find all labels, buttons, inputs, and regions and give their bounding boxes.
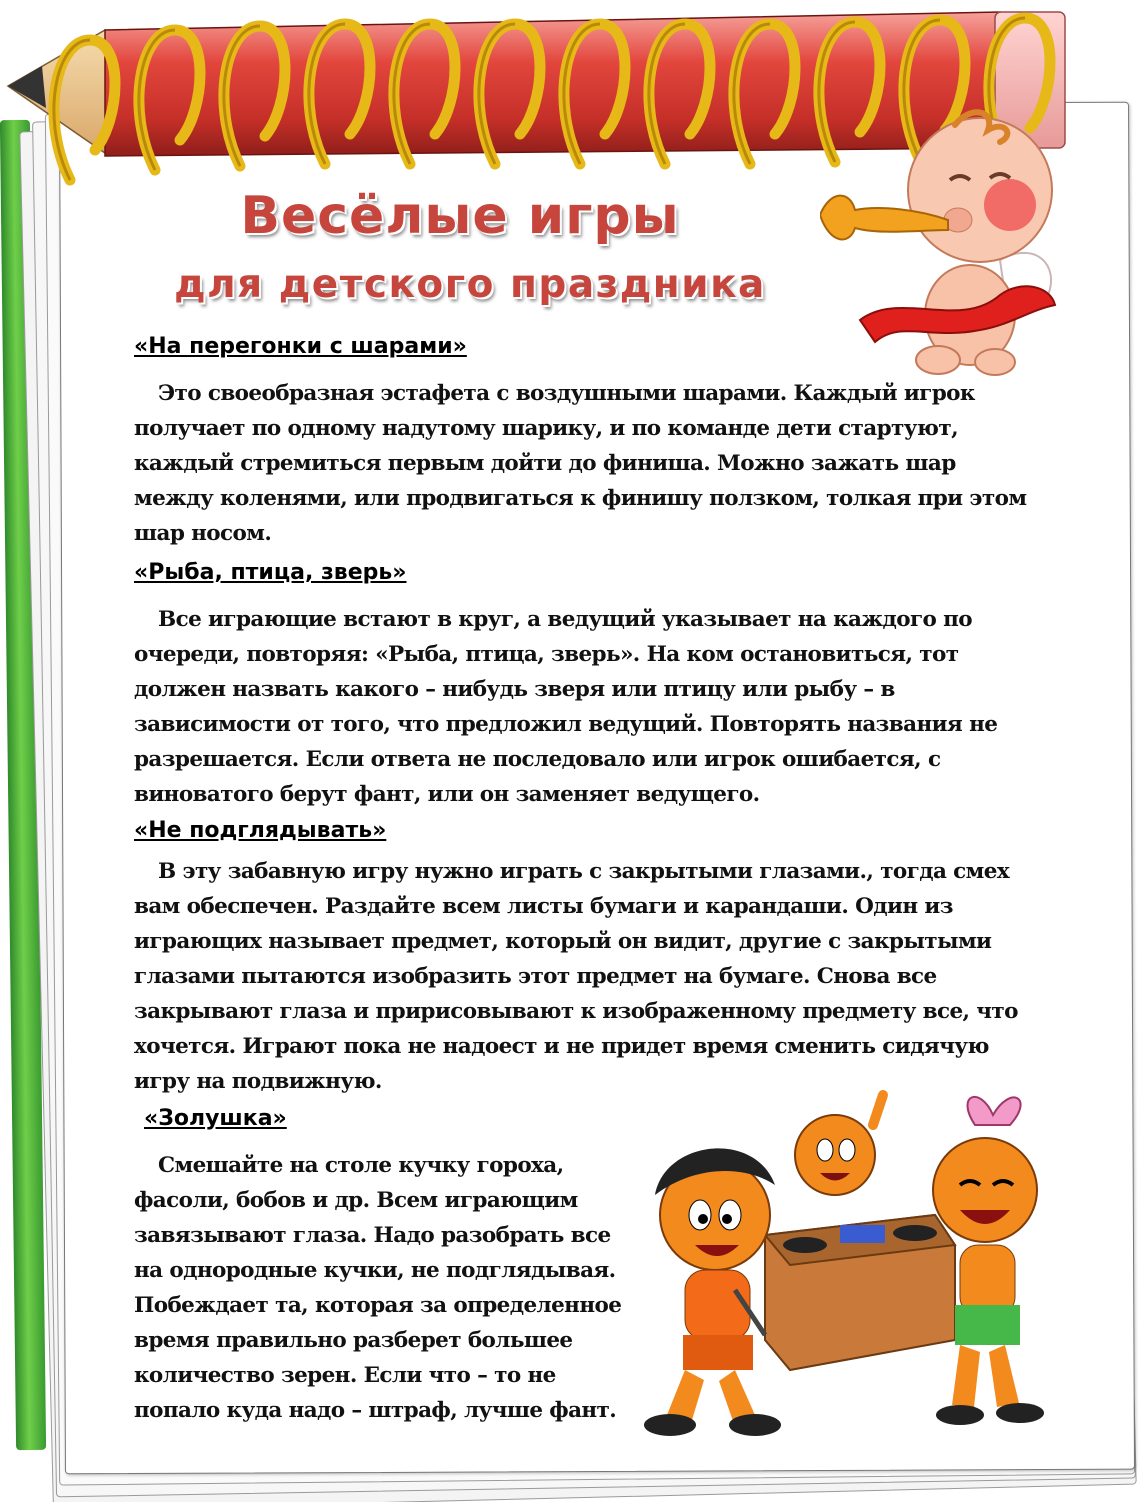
dancing-kids-dj-icon xyxy=(625,1085,1065,1440)
game-heading: «Золушка» xyxy=(144,1106,287,1131)
game-heading: «Не подглядывать» xyxy=(134,818,387,843)
game-description: Это своеобразная эстафета с воздушными шарами. Каждый игрок получает по одному надутому шарику, и по команде дети стартуют, каждый стремиться первым дойти до финиша. Можно зажать шар между коленями, или продвигаться к финишу ползком, толкая при этом шар носом. xyxy=(134,381,1027,546)
game-heading: «На перегонки с шарами» xyxy=(134,334,467,359)
game-description: В эту забавную игру нужно играть с закрытыми глазами., тогда смех вам обеспечен. Раздайте всем листы бумаги и карандаши. Один из играющих называет предмет, который он видит, другие с закрытыми глазами пытаются изобразить этот предмет на бумаге. Снова все закрывают глаза и пририсовывают к изображенному предмету все, что хочется. Играют пока не надоест и не придет время сменить сидячую игру на подвижную. xyxy=(134,859,1018,1094)
game-description: Смешайте на столе кучку гороха, фасоли, бобов и др. Всем играющим завязывают глаза. Надо разобрать все на однородные кучки, не подглядывая. Побеждает та, которая за определенное время правильно разберет большее количество зерен. Если что – то не попало куда надо – штраф, лучше фант. xyxy=(134,1153,622,1423)
game-description: Все играющие встают в круг, а ведущий указывает на каждого по очереди, повторяя: «Рыба, птица, зверь». На ком остановиться, тот должен назвать какого – нибудь зверя или птицу или рыбу – в зависимости от того, что предложил ведущий. Повторять названия не разрешается. Если ответа не последовало или игрок ошибается, с виноватого берут фант, или он заменяет ведущего. xyxy=(134,607,998,807)
page-subtitle: для детского праздника xyxy=(174,262,766,307)
game-heading: «Рыба, птица, зверь» xyxy=(134,560,407,585)
page-title: Весёлые игры xyxy=(240,186,680,246)
